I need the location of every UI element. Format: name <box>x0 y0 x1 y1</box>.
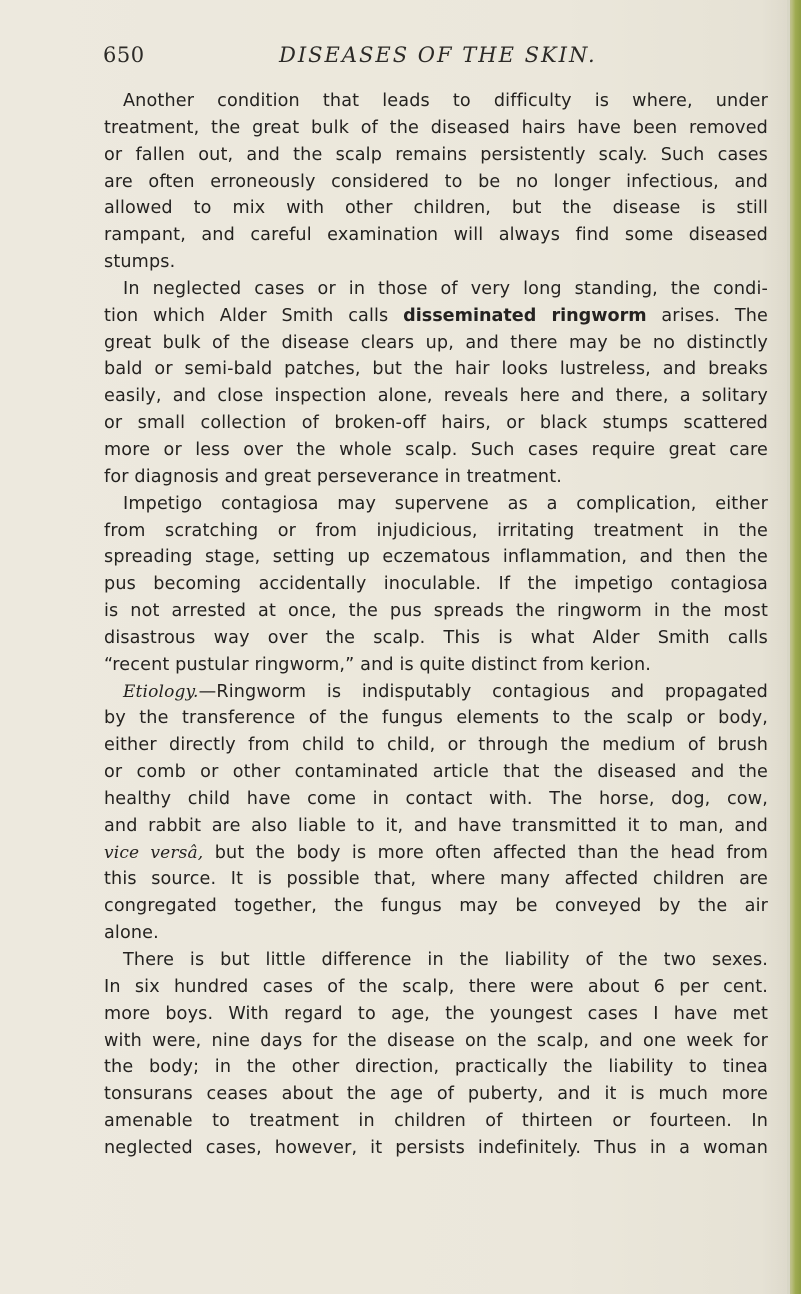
text-line: are often erroneously considered to be no longer infectious, and <box>104 171 768 192</box>
text-line: amenable to treatment in children of thirteen or fourteen. In <box>104 1111 768 1132</box>
text-line <box>104 303 768 330</box>
text-line: more boys. With regard to age, the youngest cases I have met <box>104 1003 768 1024</box>
paragraph-3 <box>104 491 768 679</box>
text-run: —Ringworm is indisputably contagious and propagated <box>198 681 768 702</box>
text-line: pus becoming accidentally inoculable. If the impetigo contagiosa <box>104 574 768 595</box>
text-line: treatment, the great bulk of the diseased hairs have been removed <box>104 117 768 138</box>
text-line: or fallen out, and the scalp remains persistently scaly. Such cases <box>104 144 768 165</box>
text-line: more or less over the whole scalp. Such cases require great care <box>104 439 768 460</box>
italic-phrase: vice versâ, <box>104 842 204 863</box>
text-line: for diagnosis and great perseverance in treatment. <box>104 466 563 487</box>
text-line: In six hundred cases of the scalp, there were about 6 per cent. <box>104 976 768 997</box>
paragraph-5 <box>104 947 768 1162</box>
paragraph-4 <box>104 679 768 947</box>
text-line: disastrous way over the scalp. This is what Alder Smith calls <box>104 627 768 648</box>
text-run: but the body is more often affected than the head from <box>203 842 768 863</box>
text-line: healthy child have come in contact with. The horse, dog, cow, <box>104 788 768 809</box>
text-line: and rabbit are also liable to it, and have transmitted it to man, and <box>104 815 768 836</box>
text-line: the body; in the other direction, practically the liability to tinea <box>104 1057 768 1078</box>
text-line: allowed to mix with other children, but the disease is still <box>104 198 768 219</box>
text-line: easily, and close inspection alone, reveals here and there, a solitary <box>104 386 768 407</box>
text-line: Impetigo contagiosa may supervene as a complication, either <box>123 493 768 514</box>
page-edge-binding <box>787 0 801 1294</box>
text-line: or small collection of broken-off hairs, or black stumps scattered <box>104 413 768 434</box>
text-line: great bulk of the disease clears up, and there may be no distinctly <box>104 332 768 353</box>
text-line: spreading stage, setting up eczematous inflammation, and then the <box>104 547 768 568</box>
running-title: DISEASES OF THE SKIN. <box>279 43 597 67</box>
text-line: is not arrested at once, the pus spreads the ringworm in the most <box>104 601 768 622</box>
section-heading: Etiology. <box>123 681 199 702</box>
text-line: There is but little difference in the liability of the two sexes. <box>123 950 768 970</box>
text-line: either directly from child to child, or through the medium of brush <box>104 735 768 756</box>
body-text <box>104 88 768 1162</box>
text-line: In neglected cases or in those of very long standing, the condi- <box>123 278 768 299</box>
text-run: tion which Alder Smith calls <box>104 305 404 326</box>
text-line: with were, nine days for the disease on the scalp, and one week for <box>104 1030 768 1051</box>
text-run: arises. The <box>646 305 768 326</box>
text-line: this source. It is possible that, where many affected children are <box>104 869 768 890</box>
text-line: or comb or other contaminated article that the diseased and the <box>104 762 768 783</box>
page-number: 650 <box>103 43 145 67</box>
text-line: by the transference of the fungus elements to the scalp or body, <box>104 708 768 729</box>
text-line: tonsurans ceases about the age of puberty, and it is much more <box>104 1084 768 1105</box>
paragraph-2 <box>104 276 768 491</box>
page-header <box>103 43 763 77</box>
text-line <box>104 840 768 867</box>
text-line: rampant, and careful examination will always find some diseased <box>104 225 768 246</box>
text-line: Another condition that leads to difficulty is where, under <box>123 91 768 111</box>
text-line: neglected cases, however, it persists indefinitely. Thus in a woman <box>104 1137 768 1158</box>
text-line: “recent pustular ringworm,” and is quite distinct from kerion. <box>104 654 651 675</box>
bold-term: disseminated ringworm <box>403 305 647 326</box>
text-line: stumps. <box>104 252 176 273</box>
text-line <box>104 679 768 706</box>
paragraph-1 <box>104 88 768 276</box>
text-line: from scratching or from injudicious, irritating treatment in the <box>104 520 768 541</box>
text-line: bald or semi-bald patches, but the hair looks lustreless, and breaks <box>104 359 768 380</box>
text-line: congregated together, the fungus may be conveyed by the air <box>104 896 768 917</box>
text-line: alone. <box>104 923 159 944</box>
